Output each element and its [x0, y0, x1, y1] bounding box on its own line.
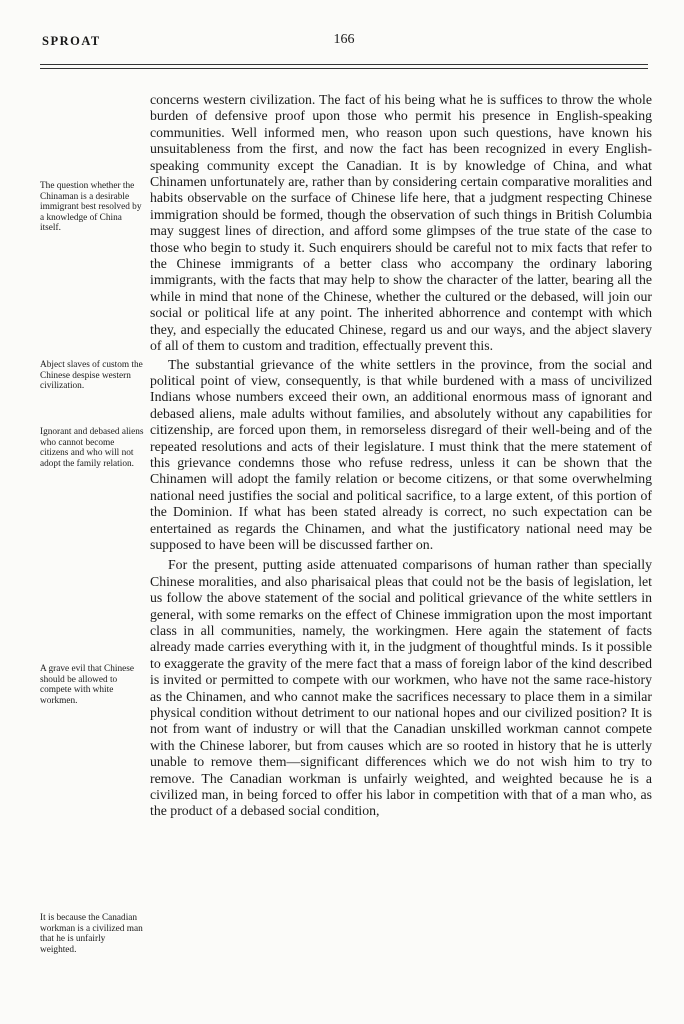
paragraph-western-civilization: concerns western civilization. The fact of his being what he is suffices to throw the whole burden of defensive proof upon those who permit his presence in English-speaking communities. Well informed men, who reason upon such questions, have known his unsuitableness from the first, and now the fact has been recognized in every English-speaking community except the Canadian. It is by knowledge of China, and what Chinamen unfortunately are, rather than by considering certain comparative moralities and habits observable on the surface of Chinese life here, that a judgment respecting Chinese immigration should be formed, though the observation of such things in British Columbia may suggest lines of direction, and afford some glimpses of the true state of the case to those who begin to study it. Such enquirers should be careful not to mix facts that refer to the Chinese immigrants of a better class who accompany the ordinary laboring immigrants, with the facts that may help to show the character of the latter, bearing all the while in mind that none of the Chinese, whether the cultured or the debased, will join our social or political life at any point. The inherited abhorrence and contempt with which they, and especially the educated Chinese, regard us and our ways, and the abject slavery of all of them to custom and tradition, effectually prevent this.: [150, 92, 652, 354]
margin-notes: [40, 0, 144, 1024]
page-number: 166: [333, 32, 355, 47]
sidenote-abject-slaves: Abject slaves of custom the Chinese despise western civilization.: [40, 360, 143, 391]
sidenote-desirable-immigrant: The question whether the Chinaman is a desirable immigrant best resolved by a knowledge of China itself.: [40, 181, 142, 233]
sidenote-civilized-workman: It is because the Canadian workman is a civilized man that he is unfairly weighted.: [40, 913, 143, 955]
sidenote-debased-aliens: Ignorant and debased aliens who cannot become citizens and who will not adopt the family relation.: [40, 427, 144, 469]
running-title: SPROAT: [42, 34, 101, 48]
main-text: [150, 92, 652, 820]
paragraph-substantial-grievance: The substantial grievance of the white settlers in the province, from the social and political point of view, consequently, is that while burdened with a mass of uncivilized Indians whose numbers exceed their own, an additional enormous mass of ignorant and debased aliens, male adults without families, and absolutely without any capabilities for citizenship, are forced upon them, in remorseless disregard of their well-being and of the repeated resolutions and acts of their legislature. I must think that the mere statement of this grievance condemns those who refuse redress, unless it can be shown that the Chinamen will adopt the family relation or become citizens, or that some overwhelming national need justifies the social and political sacrifice, to a large extent, of this portion of the Dominion. If what has been stated already is correct, no such expectation can be entertained as regards the Chinamen, and what the justificatory national need may be supposed to have been will be discussed farther on.: [150, 356, 652, 552]
paragraph-workingmen: For the present, putting aside attenuated comparisons of human rather than specially Chinese moralities, and also pharisaical pleas that could not be the basis of legislation, let us follow the above statement of the social and political grievance of the white settlers in general, with some remarks on the effect of Chinese immigration upon the most important class in all communities, namely, the workingmen. Here again the statement of facts already made carries everything with it, in the judgment of thoughtful minds. Is it possible to exaggerate the gravity of the mere fact that a mass of foreign labor of the kind described is invited or permitted to compete with our workmen, who have not the same race-history as the Chinamen, and who cannot make the sacrifices necessary to place them in a similar physical condition without detriment to our national hopes and our civilized position? It is not from want of industry or will that the Canadian unskilled workman cannot compete with the Chinese laborer, but from causes which are so rooted in history that he is utterly unable to remove them—significant differences which we do not wish him to try to remove. The Canadian workman is unfairly weighted, and weighted because he is a civilized man, in being forced to offer his labor in competition with that of a man who, as the product of a debased social condition,: [150, 557, 652, 819]
sidenote-grave-evil: A grave evil that Chinese should be allowed to compete with white workmen.: [40, 664, 134, 706]
